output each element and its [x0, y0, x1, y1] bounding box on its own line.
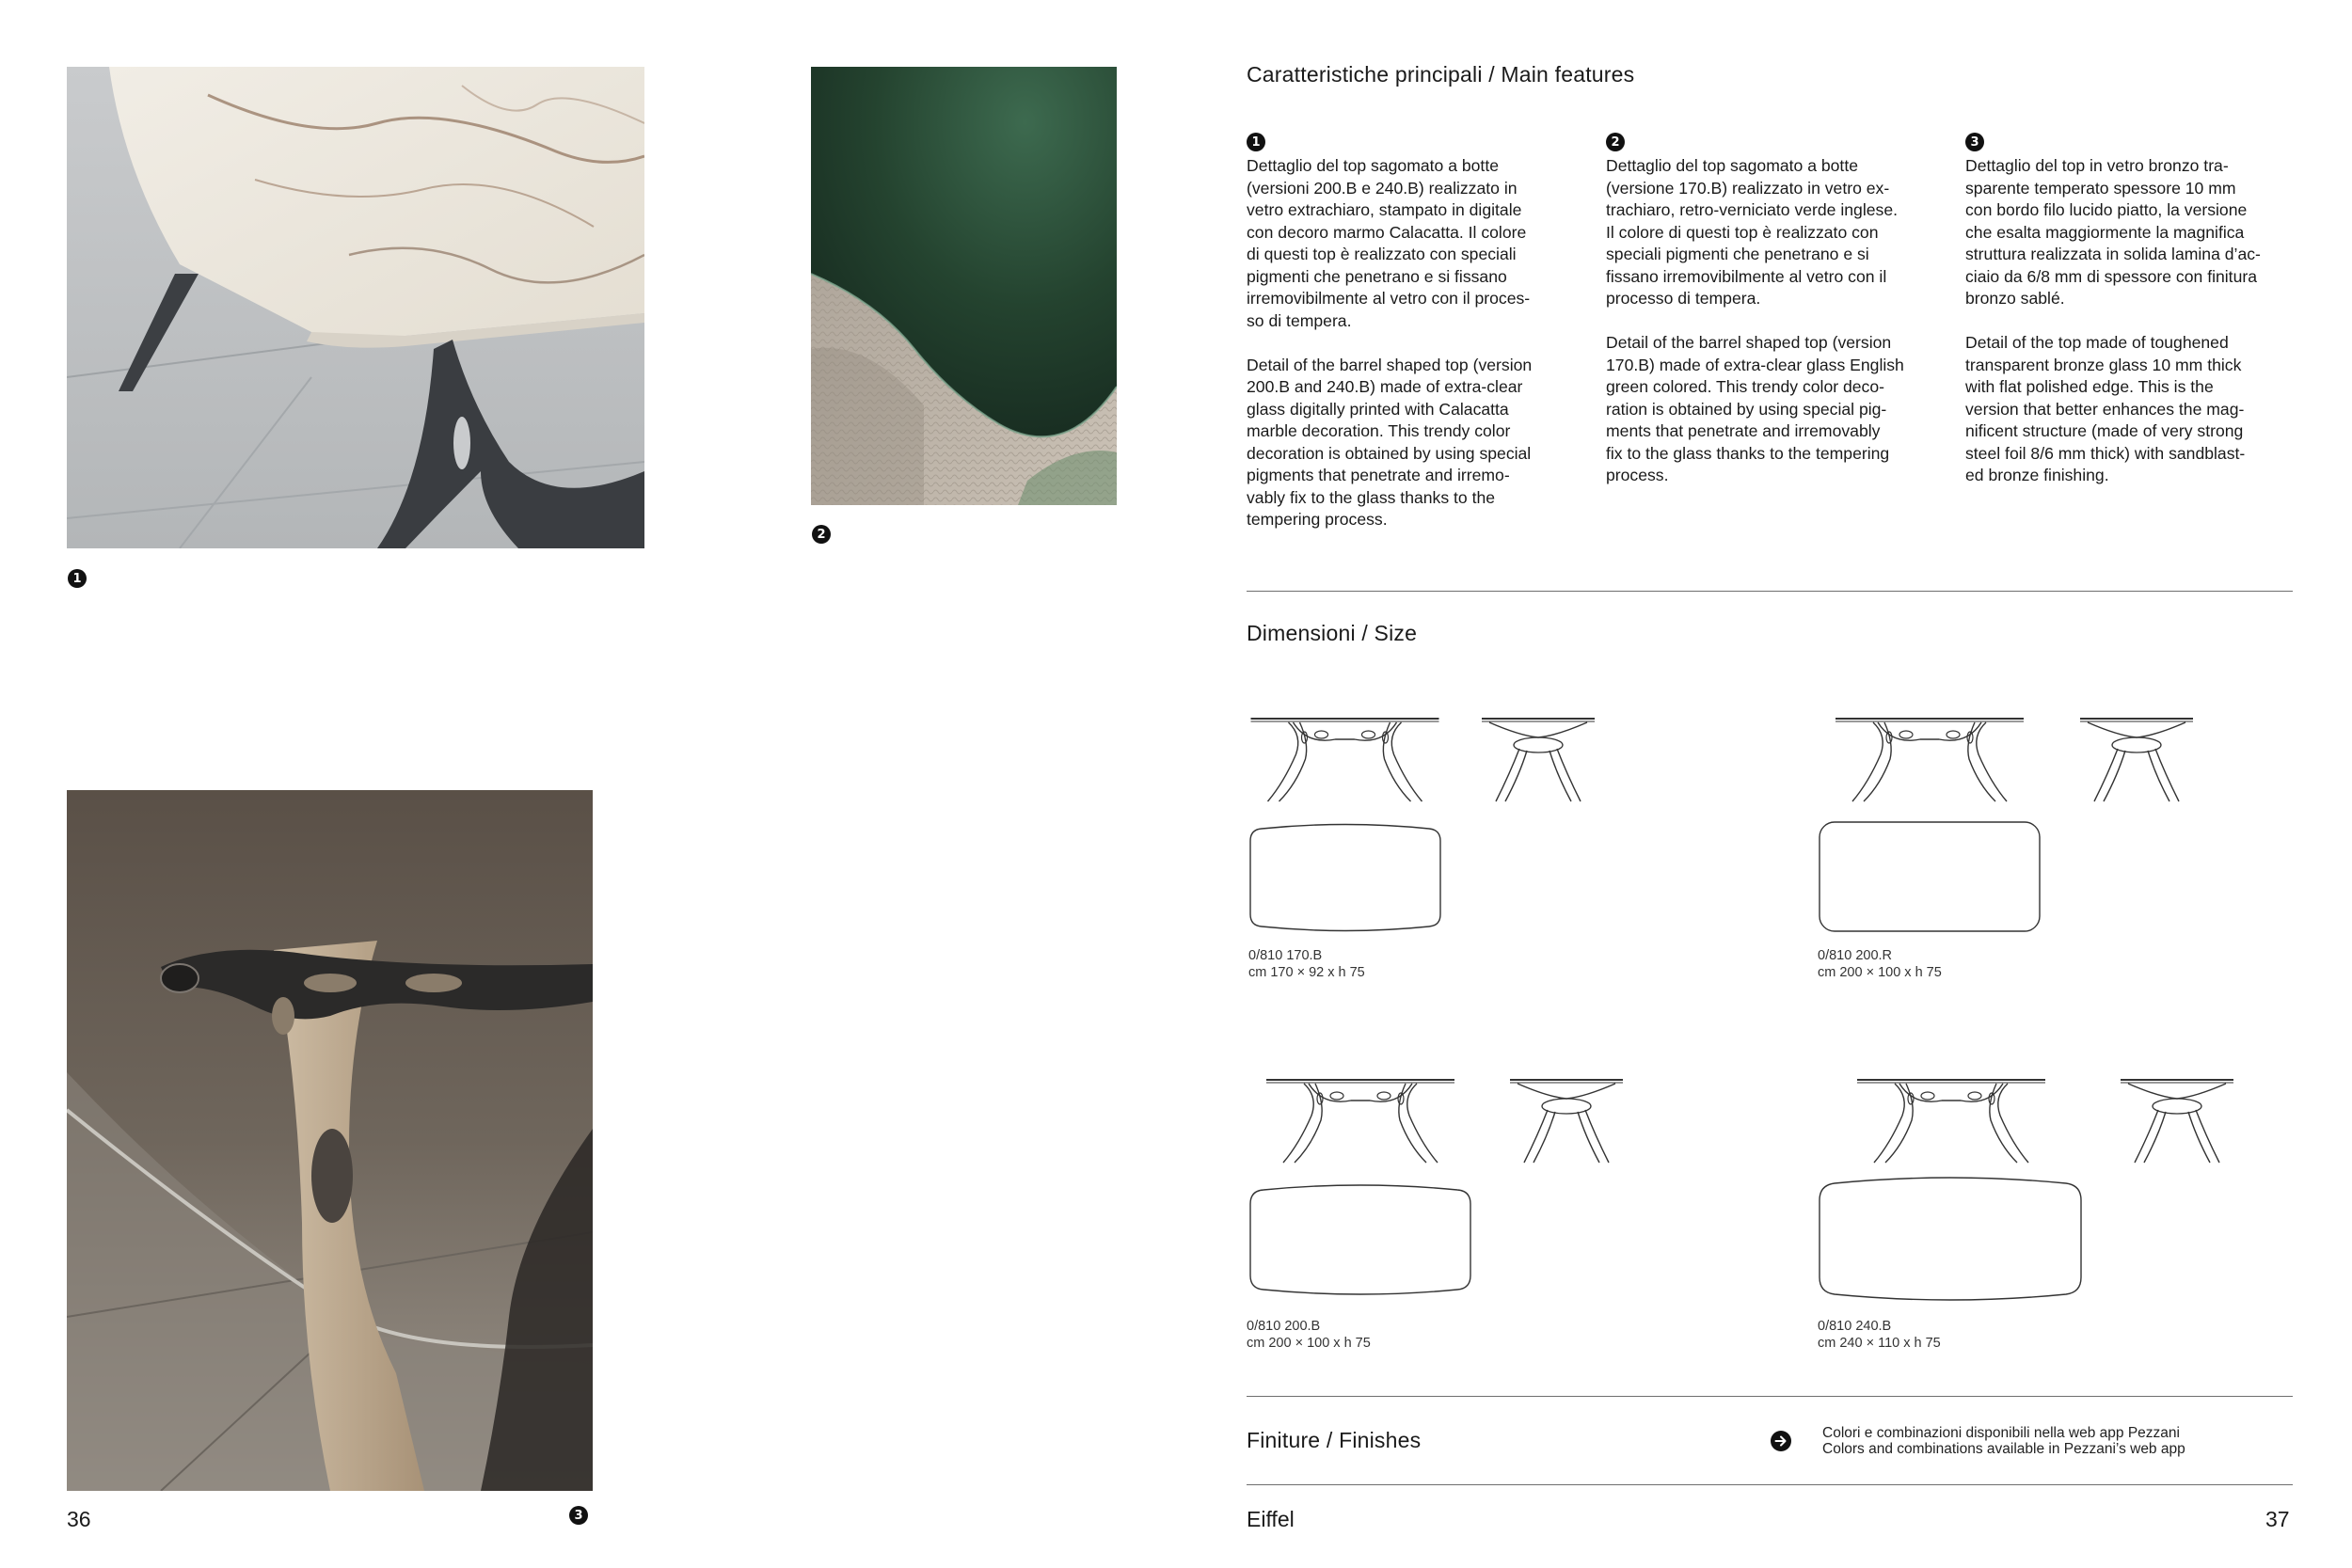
photo-bronze-structure-detail: [67, 790, 593, 1491]
feature-2-text-it: Dettaglio del top sagomato a botte (versione 170.B) realizzato in vetro ex- trachiaro, retro-verniciato verde inglese. Il colore di questi top è realizzato con speciali pigmenti che penetrano e si fissano irremovibilmente al vetro con il processo di tempera.: [1606, 156, 1898, 308]
feature-column-3: [1965, 133, 2313, 487]
model-200r-label: [1818, 947, 1942, 981]
finishes-line-en: Colors and combinations available in Pezzani’s web app: [1822, 1441, 2185, 1457]
finishes-line-it: Colori e combinazioni disponibili nella web app Pezzani: [1822, 1425, 2180, 1441]
feature-3-text-en: Detail of the top made of toughened transparent bronze glass 10 mm thick with flat polished edge. This is the version that better enhances the mag- nificent structure (made of very strong steel foil 8/6 mm thick) with sandblast- ed bronze finishing.: [1965, 333, 2246, 484]
left-page-number: 36: [67, 1507, 91, 1531]
arrow-right-circle-icon[interactable]: [1771, 1431, 1791, 1451]
divider-finishes: [1247, 1484, 2293, 1485]
feature-column-2: [1606, 133, 1954, 487]
photo-green-glass-detail: [811, 67, 1117, 505]
model-200b-label: [1247, 1318, 1371, 1352]
drawing-200r-side: [2079, 717, 2194, 803]
drawing-170b-side: [1482, 717, 1595, 803]
divider-features: [1247, 591, 2293, 592]
product-name: Eiffel: [1247, 1507, 1295, 1531]
drawing-240b-side: [2119, 1078, 2235, 1164]
model-240b-code: 0/810 240.B: [1818, 1319, 1892, 1334]
photo-2-badge: 2: [812, 525, 831, 544]
feature-3-text-it: Dettaglio del top in vetro bronzo tra- sparente temperato spessore 10 mm con bordo filo lucido piatto, la versione che esalta maggiormente la magnifica struttura realizzata in solida lamina d’ac- ciaio da 6/8 mm di spessore con finitura bronzo sablé.: [1965, 156, 2261, 308]
model-200r-code: 0/810 200.R: [1818, 948, 1893, 963]
divider-size: [1247, 1396, 2293, 1397]
feature-3-badge: 3: [1965, 133, 1984, 151]
drawing-170b-front: [1248, 717, 1441, 803]
drawing-200b-side: [1510, 1078, 1623, 1164]
feature-1-badge: 1: [1247, 133, 1265, 151]
size-title: Dimensioni / Size: [1247, 621, 1418, 645]
model-200b-code: 0/810 200.B: [1247, 1319, 1321, 1334]
photo-1-badge: 1: [68, 569, 87, 588]
drawing-240b-top: [1818, 1180, 2083, 1298]
drawing-200r-front: [1818, 717, 2042, 803]
feature-column-1: [1247, 133, 1595, 531]
feature-1-text-en: Detail of the barrel shaped top (version 200.B and 240.B) made of extra-clear glass digitally printed with Calacatta marble decoration. This trendy color decoration is obtained by using special pigments that penetrate and irremo- vably fix to the glass thanks to the tempering process.: [1247, 355, 1533, 529]
drawing-200r-top: [1818, 820, 2042, 933]
finishes-title: Finiture / Finishes: [1247, 1428, 1422, 1452]
model-200r-dims: cm 200 × 100 x h 75: [1818, 965, 1942, 980]
model-240b-label: [1818, 1318, 1941, 1352]
model-170b-label: [1248, 947, 1365, 981]
photo-marble-top-detail: [67, 67, 644, 548]
photo-3-badge: 3: [569, 1506, 588, 1525]
drawing-200b-top: [1248, 1187, 1472, 1292]
drawing-170b-top: [1248, 826, 1442, 929]
model-200b-dims: cm 200 × 100 x h 75: [1247, 1336, 1371, 1351]
drawing-240b-front: [1818, 1078, 2085, 1164]
right-page-number: 37: [2265, 1507, 2290, 1531]
finishes-link[interactable]: [1822, 1425, 2185, 1457]
feature-2-text-en: Detail of the barrel shaped top (version 170.B) made of extra-clear glass English green colored. This trendy color deco- ration is obtained by using special pig- ments that penetrate and irremovably fix to the glass thanks to the tempering process.: [1606, 333, 1904, 484]
feature-2-badge: 2: [1606, 133, 1625, 151]
model-240b-dims: cm 240 × 110 x h 75: [1818, 1336, 1941, 1351]
model-170b-code: 0/810 170.B: [1248, 948, 1323, 963]
drawing-200b-front: [1248, 1078, 1472, 1164]
features-title: Caratteristiche principali / Main features: [1247, 62, 1635, 87]
model-170b-dims: cm 170 × 92 x h 75: [1248, 965, 1365, 980]
feature-1-text-it: Dettaglio del top sagomato a botte (versioni 200.B e 240.B) realizzato in vetro extrachiaro, stampato in digitale con decoro marmo Calacatta. Il colore di questi top è realizzato con speciali pigmenti che penetrano e si fissano irremovibilmente al vetro con il proces- so di tempera.: [1247, 156, 1531, 330]
